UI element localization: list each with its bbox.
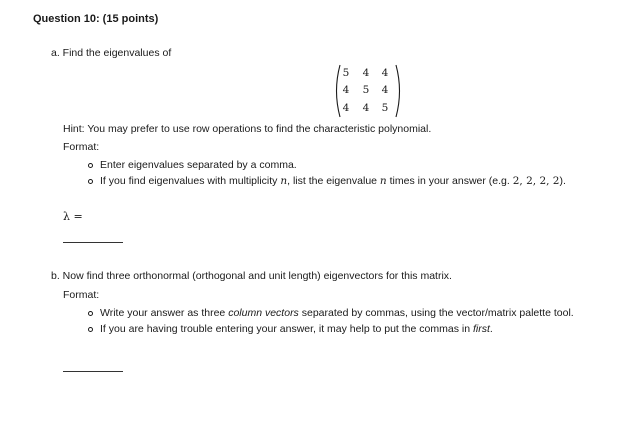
bullet-text: Write your answer as three [100,307,229,319]
bullet-icon [88,179,93,184]
bullet-text: , list the eigenvalue [287,175,380,187]
bullet-icon [88,163,93,168]
matrix-cell: 4 [342,102,350,114]
bullet-icon [88,327,93,332]
part-a-prompt: a. Find the eigenvalues of [51,47,172,59]
matrix-cell: 5 [381,102,389,114]
emphasis-text: column vectors [228,307,299,319]
matrix-cell: 4 [342,84,350,96]
format-label-a: Format: [63,141,100,153]
matrix-cell: 4 [381,84,389,96]
matrix-cell: 5 [342,67,350,79]
matrix-cell: 4 [362,102,370,114]
format-list-a [100,157,566,189]
lambda-label: λ = [63,210,83,223]
format-label-b: Format: [63,289,100,301]
bullet-text: separated by commas, using the vector/matrix palette tool. [298,307,574,319]
bullet-icon [88,311,93,316]
math-variable: n [280,175,288,187]
format-list-b [100,305,574,337]
matrix-cell: 4 [362,67,370,79]
emphasis-text: first [472,323,490,335]
bullet-text: ). [559,175,566,187]
matrix [333,64,403,118]
hint-text: Hint: You may prefer to use row operations to find the characteristic polynomial. [63,123,432,135]
list-item [100,305,574,321]
math-variable: n [379,175,387,187]
part-b-prompt: b. Now find three orthonormal (orthogonal and unit length) eigenvectors for this matrix. [51,270,452,282]
bullet-text: If you are having trouble entering your answer, it may help to put the commas in [100,323,473,335]
answer-blank-b[interactable] [63,371,123,372]
bullet-text: . [489,323,493,335]
answer-blank-a[interactable] [63,242,123,243]
question-title: Question 10: (15 points) [33,13,159,25]
list-item [100,321,574,337]
list-item [100,157,566,173]
list-item [100,173,566,189]
matrix-cell: 4 [381,67,389,79]
bullet-text: If you find eigenvalues with multiplicity [100,175,281,187]
math-example: 2, 2, 2, 2 [512,175,560,187]
matrix-cell: 5 [362,84,370,96]
bullet-text: Enter eigenvalues separated by a comma. [100,159,297,171]
bullet-text: times in your answer (e.g. [386,175,513,187]
